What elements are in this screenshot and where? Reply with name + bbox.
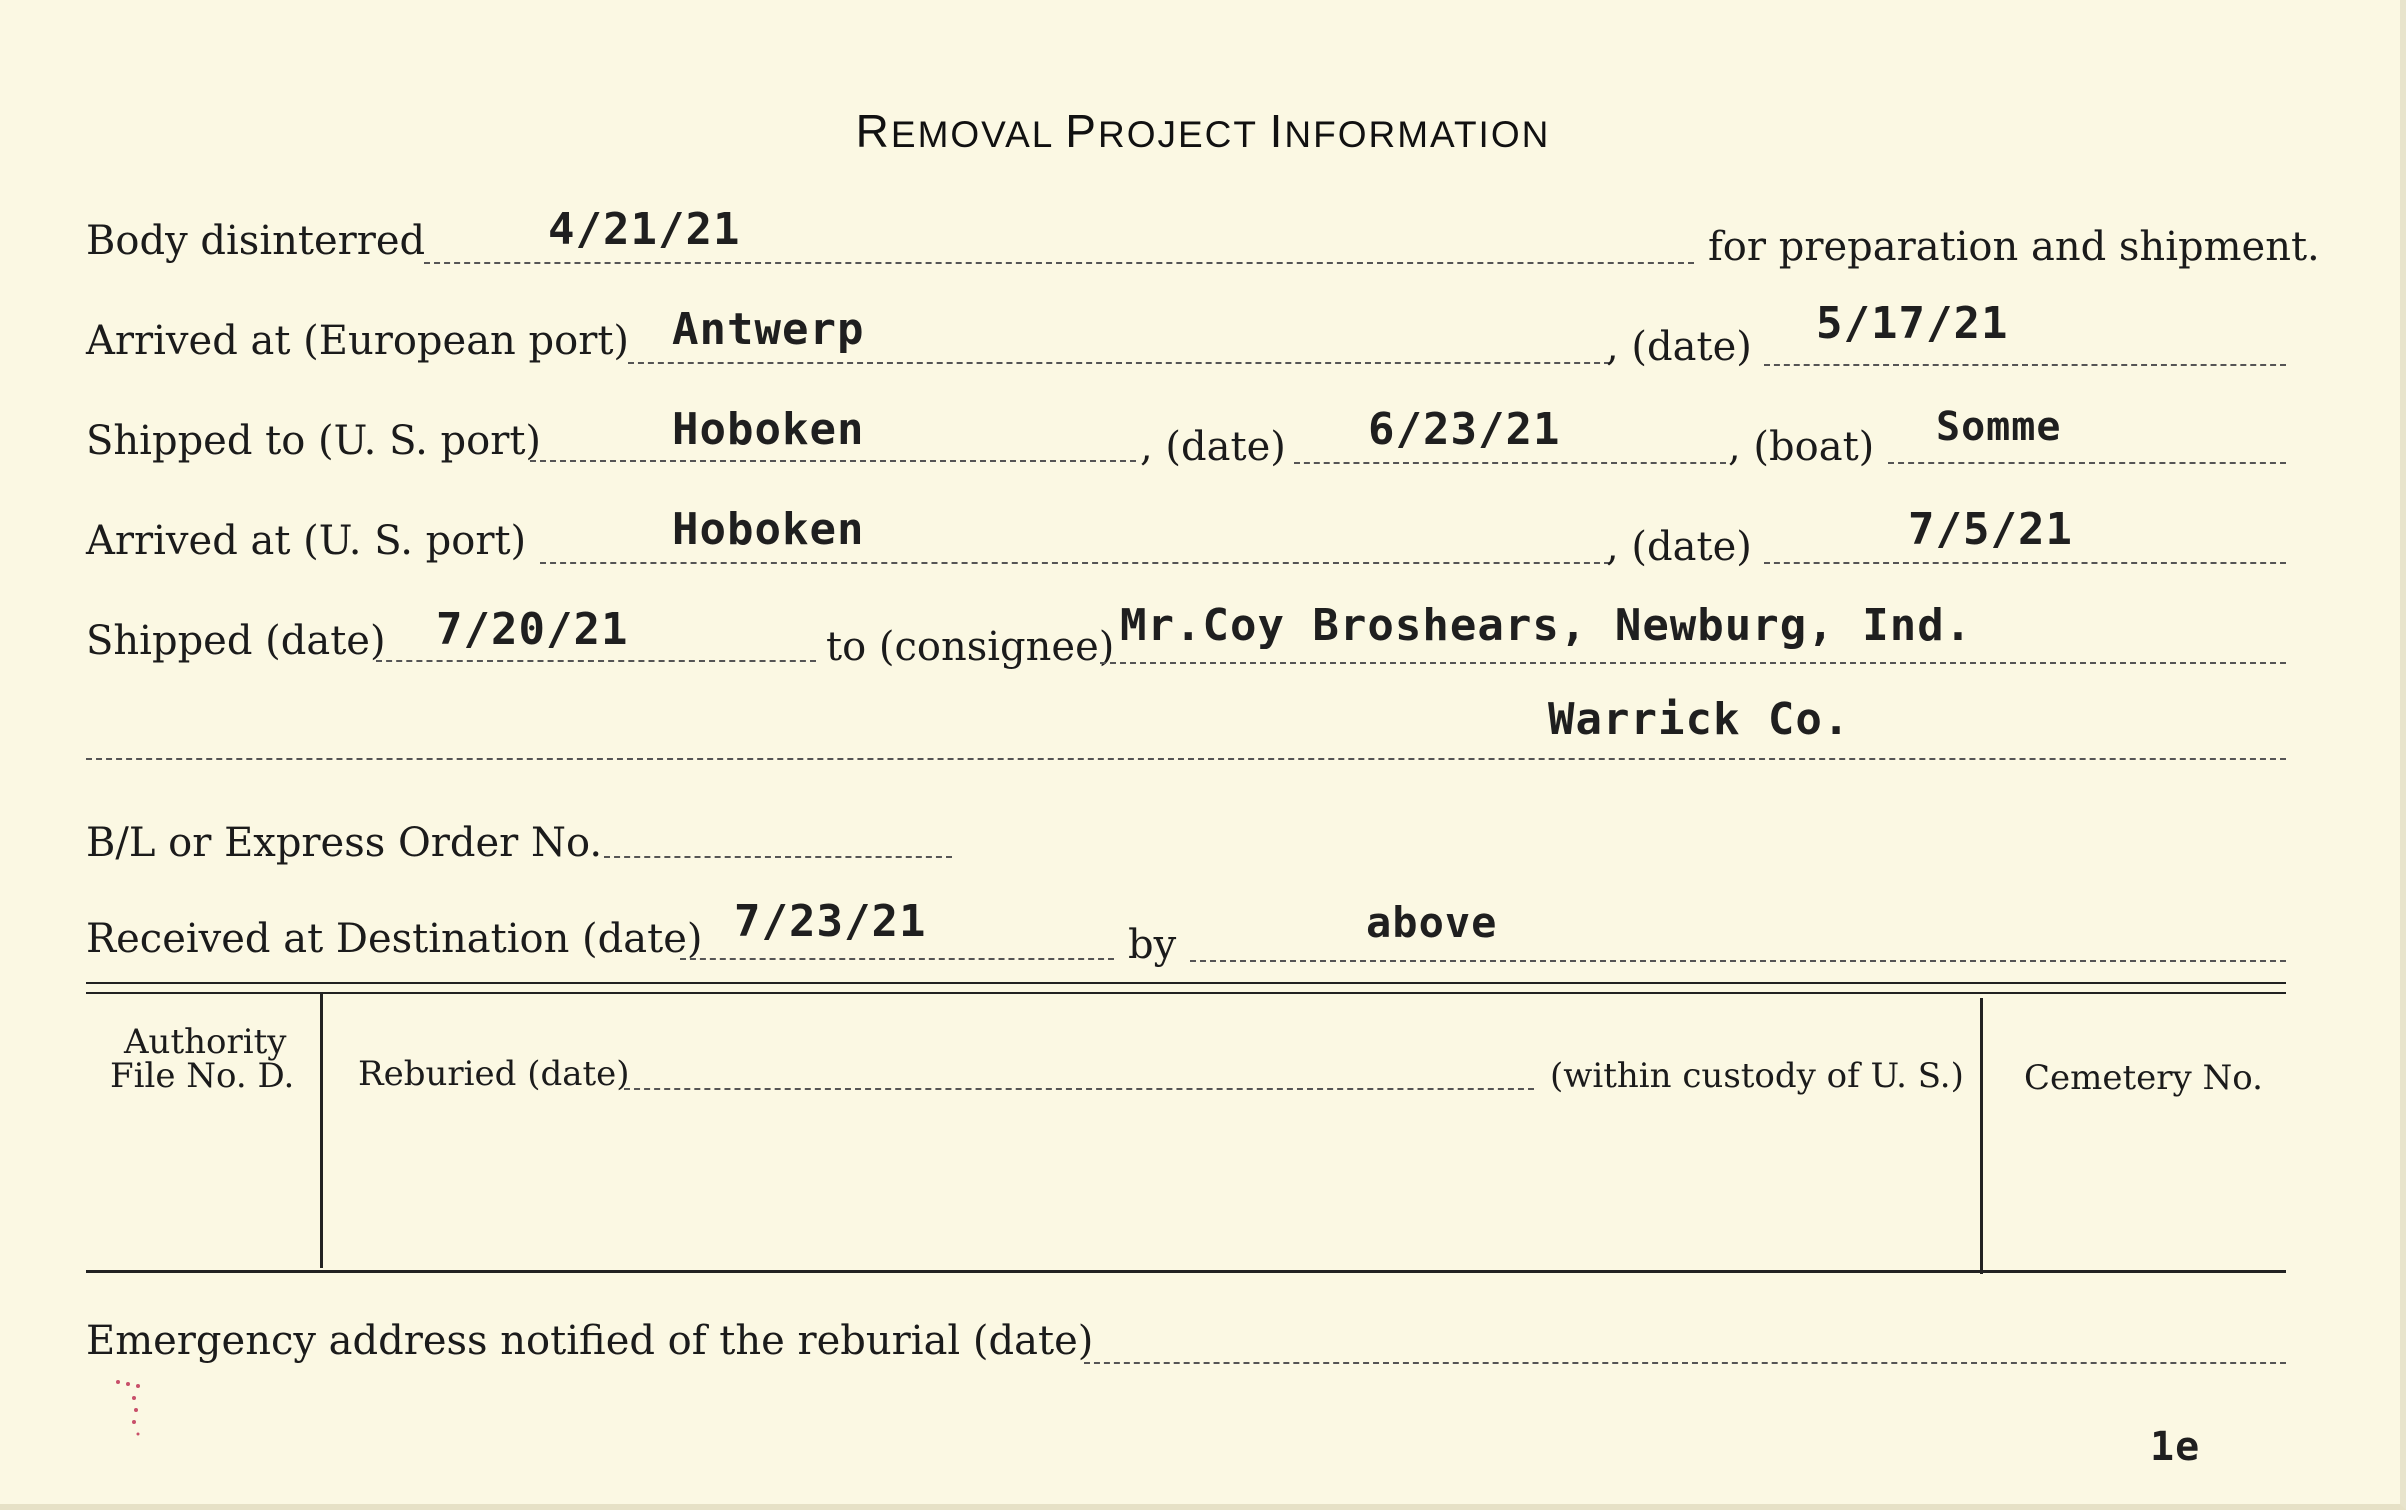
shipped-us-line (530, 460, 1136, 462)
received-by-line (1190, 960, 2286, 962)
body-disinterred-line (424, 262, 1694, 264)
cemetery-no-label: Cemetery No. (2024, 1058, 2263, 1098)
arrived-european-port-value: Antwerp (672, 304, 865, 355)
corner-code: 1e (2150, 1424, 2201, 1470)
arrived-us-date-line (1764, 562, 2286, 564)
arrived-european-line (628, 362, 1610, 364)
consignee-value-line2: Warrick Co. (1548, 694, 1851, 745)
received-by-label: by (1128, 922, 1177, 968)
shipped-us-date-value: 6/23/21 (1368, 404, 1561, 455)
bl-order-label: B/L or Express Order No. (86, 820, 603, 866)
received-label: Received at Destination (date) (86, 916, 703, 962)
box-divider-right (1980, 998, 1983, 1274)
shipped-us-boat-line (1888, 462, 2286, 464)
ink-specks (108, 1378, 158, 1448)
shipped-date-line (376, 660, 816, 662)
box-top-rule (86, 982, 2286, 984)
shipped-us-date-label: , (date) (1140, 424, 1286, 470)
form-title: REMOVAL PROJECT INFORMATION (855, 105, 1551, 157)
box-top-rule-2 (86, 992, 2286, 994)
received-by-value: above (1366, 898, 1498, 947)
shipped-date-label: Shipped (date) (86, 618, 386, 664)
body-disinterred-label: Body disinterred (86, 218, 426, 264)
shipped-us-boat-label: , (boat) (1728, 424, 1875, 470)
arrived-us-port-value: Hoboken (672, 504, 865, 555)
consignee-line (1100, 662, 2286, 664)
shipped-us-date-line (1294, 462, 1726, 464)
body-disinterred-value: 4/21/21 (548, 204, 741, 255)
arrived-us-date-value: 7/5/21 (1908, 504, 2073, 555)
shipped-date-value: 7/20/21 (436, 604, 629, 655)
emergency-line (1084, 1362, 2286, 1364)
shipped-us-boat-value: Somme (1936, 404, 2062, 450)
arrived-us-line (540, 562, 1610, 564)
arrived-us-date-label: , (date) (1606, 524, 1752, 570)
arrived-european-date-value: 5/17/21 (1816, 298, 2009, 349)
preparation-shipment-label: for preparation and shipment. (1708, 224, 2320, 270)
bl-order-line (604, 856, 952, 858)
shipped-us-port-value: Hoboken (672, 404, 865, 455)
custody-label: (within custody of U. S.) (1550, 1056, 1964, 1096)
arrived-european-date-label: , (date) (1606, 324, 1752, 370)
reburied-label: Reburied (date) (358, 1054, 630, 1094)
arrived-european-date-line (1764, 364, 2286, 366)
received-date-line (680, 958, 1114, 960)
received-date-value: 7/23/21 (734, 896, 927, 947)
consignee-label: to (consignee) (826, 624, 1115, 670)
consignee-value: Mr.Coy Broshears, Newburg, Ind. (1120, 600, 1973, 651)
reburied-line (624, 1088, 1534, 1090)
arrived-european-label: Arrived at (European port) (86, 318, 630, 364)
authority-label-line2: File No. D. (110, 1056, 295, 1096)
box-bottom-rule (86, 1270, 2286, 1273)
authority-label-line1: Authority (124, 1022, 287, 1062)
box-divider-left (320, 994, 323, 1268)
emergency-label: Emergency address notified of the reburial (date) (86, 1318, 1094, 1364)
arrived-us-label: Arrived at (U. S. port) (86, 518, 527, 564)
consignee-line-2 (86, 758, 2286, 760)
shipped-us-label: Shipped to (U. S. port) (86, 418, 541, 464)
